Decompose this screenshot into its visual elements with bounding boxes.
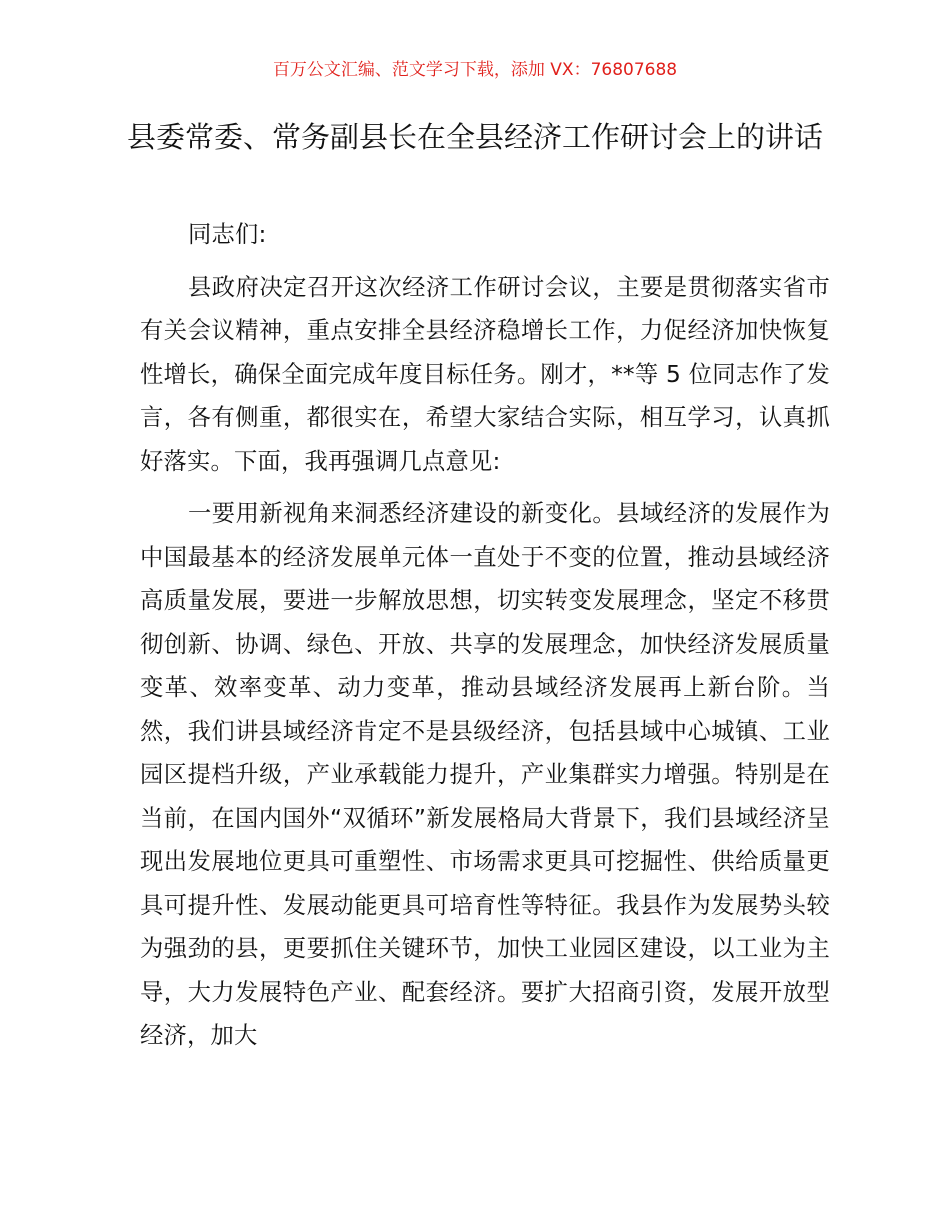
watermark-header-note: 百万公文汇编、范文学习下载，添加 VX：76807688 xyxy=(272,60,678,80)
document-title: 县委常委、常务副县长在全县经济工作研讨会上的讲话 xyxy=(126,120,823,154)
salutation: 同志们: xyxy=(188,221,267,248)
paragraph-point-one: 一要用新视角来洞悉经济建设的新变化。县域经济的发展作为中国最基本的经济发展单元体一直处于不变的位置，推动县域经济高质量发展，要进一步解放思想，切实转变发展理念，坚定不移贯彻创新、协调、绿色、开放、共享的发展理念，加快经济发展质量变革、效率变革、动力变革，推动县域经济发展再上新台阶。当然，我们讲县域经济肯定不是县级经济，包括县域中心城镇、工业园区提档升级，产业承载能力提升，产业集群实力增强。特别是在当前，在国内国外“双循环”新发展格局大背景下，我们县域经济呈现出发展地位更具可重塑性、市场需求更具可挖掘性、供给质量更具可提升性、发展动能更具可培育性等特征。我县作为发展势头较为强劲的县，更要抓住关键环节，加快工业园区建设，以工业为主导，大力发展特色产业、配套经济。要扩大招商引资，发展开放型经济，加大 xyxy=(140,500,830,1049)
paragraph-intro: 县政府决定召开这次经济工作研讨会议，主要是贯彻落实省市有关会议精神，重点安排全县经济稳增长工作，力促经济加快恢复性增长，确保全面完成年度目标任务。刚才，**等 5 位同志作了发言，各有侧重，都很实在，希望大家结合实际，相互学习，认真抓好落实。下面，我再强调几点意见: xyxy=(140,273,830,475)
document-body xyxy=(140,213,830,1067)
